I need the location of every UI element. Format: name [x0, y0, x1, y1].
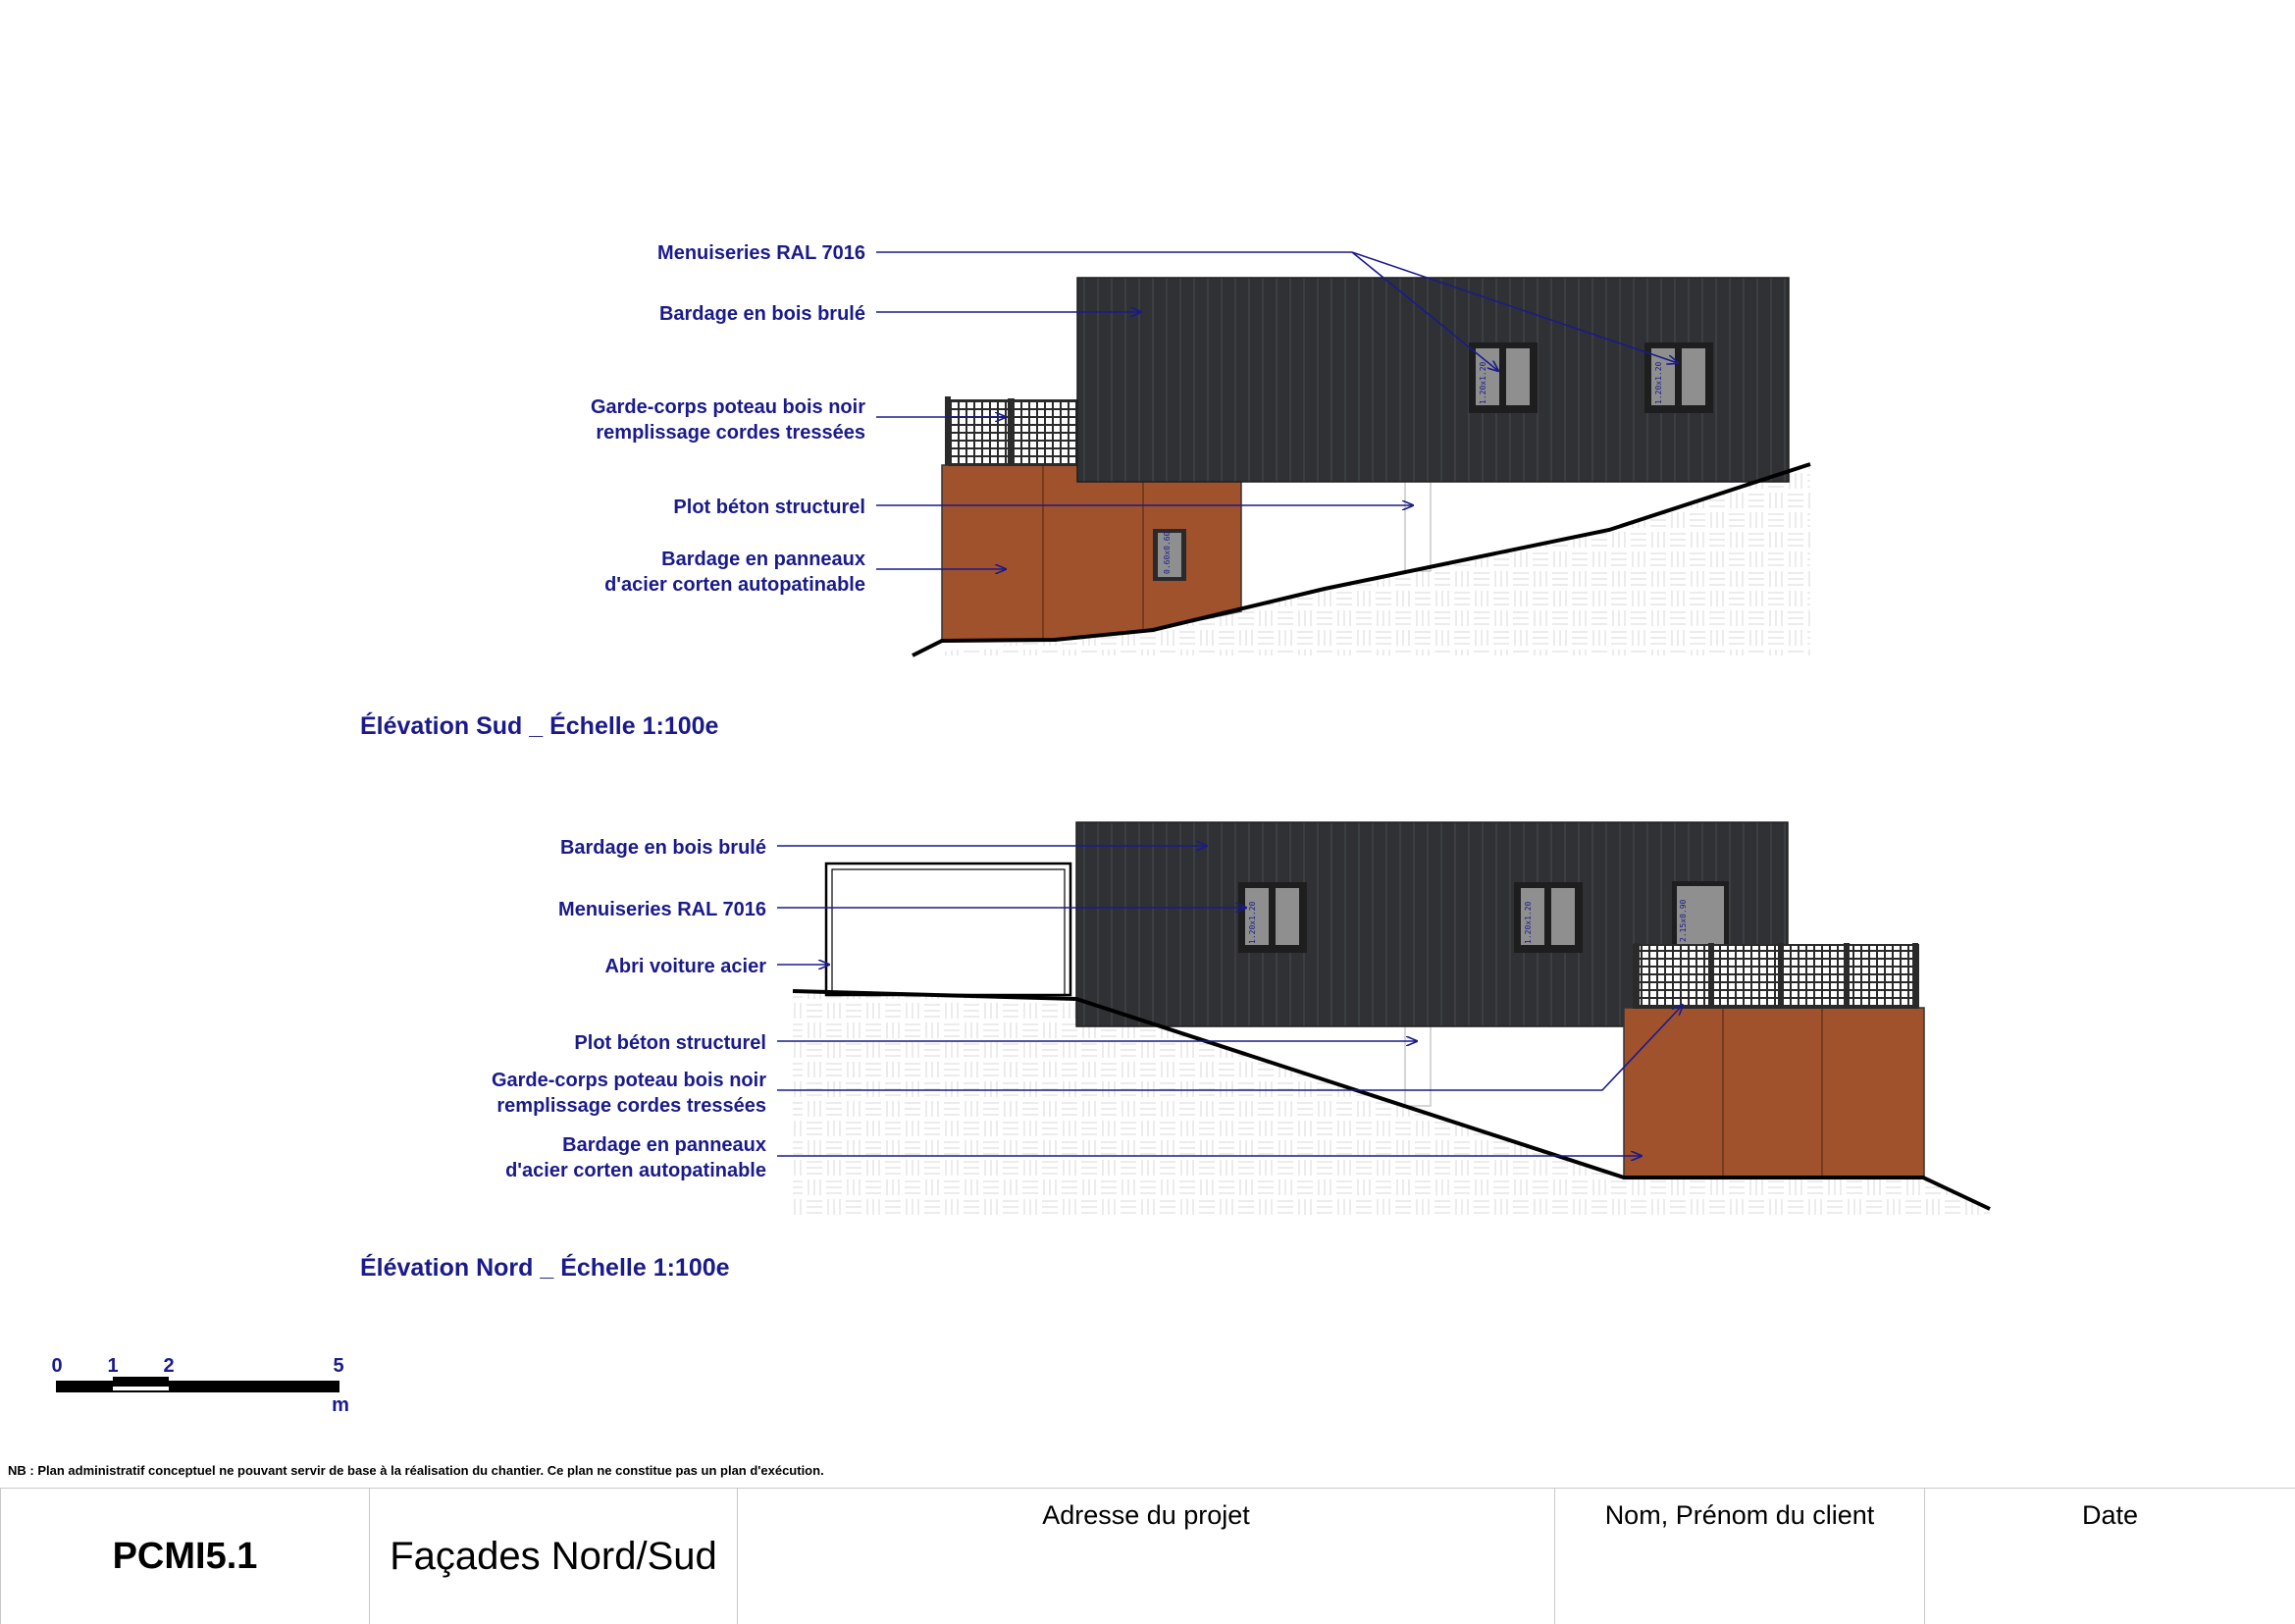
- south-window-tag-3: 0.60x0.60: [1163, 531, 1172, 574]
- south-corten-cladding: [942, 465, 1241, 641]
- north-carport: [826, 864, 1070, 995]
- south-label-garde-corps-2: remplissage cordes tressées: [596, 422, 865, 444]
- client-header: [1555, 1489, 1925, 1624]
- south-label-corten-2: d'acier corten autopatinable: [604, 574, 865, 596]
- date-header: [1925, 1489, 2295, 1624]
- north-label-garde-corps-2: remplissage cordes tressées: [496, 1095, 766, 1117]
- north-label-plot: Plot béton structurel: [574, 1032, 766, 1054]
- address-header: [738, 1489, 1555, 1624]
- address-header-text: Adresse du projet: [1042, 1500, 1250, 1530]
- south-railing: [945, 396, 1076, 465]
- south-label-corten-1: Bardage en panneaux: [661, 549, 865, 570]
- south-window-1: [1469, 342, 1538, 413]
- north-elevation-title: Élévation Nord _ Échelle 1:100e: [360, 1254, 730, 1282]
- south-label-garde-corps-1: Garde-corps poteau bois noir: [590, 396, 865, 418]
- scale-tick-5: 5: [333, 1355, 344, 1377]
- scale-tick-2: 2: [163, 1355, 175, 1377]
- south-label-menuiseries: Menuiseries RAL 7016: [657, 242, 865, 264]
- scale-tick-1: 1: [107, 1355, 119, 1377]
- scale-bar: [51, 1355, 348, 1416]
- south-window-2: [1644, 342, 1713, 413]
- north-label-garde-corps-1: Garde-corps poteau bois noir: [491, 1070, 766, 1091]
- south-label-bardage-bois: Bardage en bois brulé: [658, 303, 865, 325]
- north-annotations: [492, 837, 766, 1181]
- scale-unit: m: [332, 1394, 349, 1416]
- north-window-tag-1: 1.20x1.20: [1248, 901, 1257, 944]
- north-window-tag-2: 1.20x1.20: [1524, 901, 1533, 944]
- sheet-title: Façades Nord/Sud: [370, 1489, 738, 1624]
- client-header-text: Nom, Prénom du client: [1604, 1500, 1875, 1530]
- north-label-corten-1: Bardage en panneaux: [562, 1134, 766, 1156]
- sheet-code: PCMI5.1: [0, 1489, 370, 1624]
- disclaimer-note: NB : Plan administratif conceptuel ne pouvant servir de base à la réalisation du chantier. Ce plan ne constitue pas un plan d'exécution.: [8, 1463, 824, 1478]
- south-window-tag-2: 1.20x1.20: [1654, 361, 1663, 404]
- north-concrete-pile: [1405, 1025, 1431, 1106]
- north-corten-cladding: [1624, 1008, 1924, 1178]
- north-elevation: [360, 822, 1990, 1282]
- scale-tick-0: 0: [51, 1355, 63, 1377]
- south-elevation-title: Élévation Sud _ Échelle 1:100e: [360, 712, 719, 740]
- north-window-2: [1514, 882, 1583, 953]
- south-annotations: [591, 242, 865, 596]
- north-label-bardage-bois: Bardage en bois brulé: [559, 837, 766, 859]
- north-window-tag-3: 2.15x0.90: [1679, 899, 1688, 942]
- north-label-corten-2: d'acier corten autopatinable: [505, 1160, 766, 1181]
- north-label-menuiseries: Menuiseries RAL 7016: [558, 899, 766, 920]
- date-header-text: Date: [2081, 1500, 2139, 1530]
- south-label-plot: Plot béton structurel: [673, 497, 865, 518]
- north-railing: [1634, 943, 1918, 1008]
- south-elevation: [360, 242, 1810, 740]
- north-label-abri: Abri voiture acier: [604, 956, 766, 977]
- south-concrete-pile: [1405, 481, 1431, 571]
- south-window-tag-1: 1.20x1.20: [1479, 361, 1487, 404]
- north-window-1: [1238, 882, 1307, 953]
- title-block: [0, 1488, 2295, 1623]
- south-small-window: [1153, 529, 1186, 581]
